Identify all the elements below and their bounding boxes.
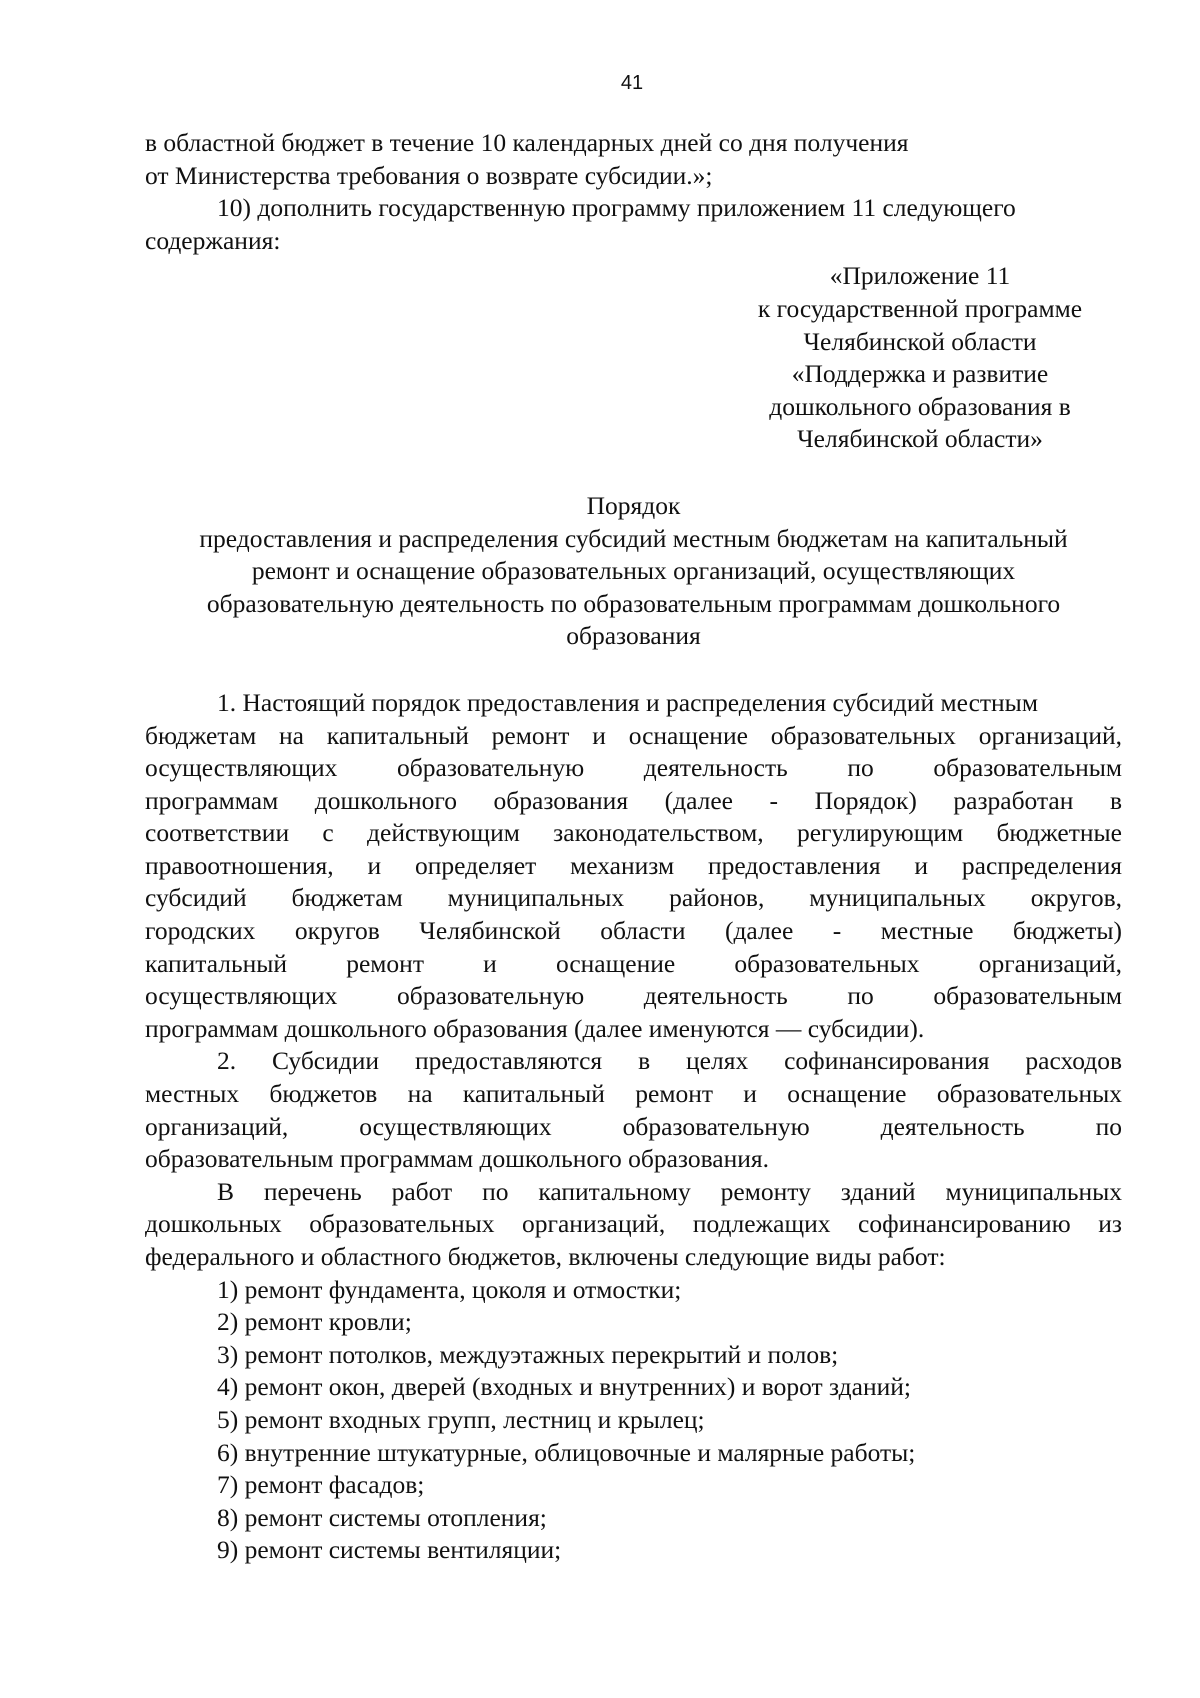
works-list xyxy=(145,1274,1122,1567)
text-line: 1. Настоящий порядок предоставления и распределения субсидий местным xyxy=(217,687,1038,717)
appendix-line: к государственной программе xyxy=(757,293,1083,323)
text-line: образовательным программам дошкольного образования. xyxy=(145,1144,769,1174)
intro-paragraph xyxy=(145,127,1122,192)
amendment-item-10 xyxy=(145,192,1122,257)
list-item: 9) ремонт системы вентиляции; xyxy=(217,1535,562,1565)
text-line: в областной бюджет в течение 10 календарных дней со дня получения xyxy=(145,128,909,157)
list-item: 6) внутренние штукатурные, облицовочные и малярные работы; xyxy=(217,1437,916,1467)
text-line: капитальный ремонт и оснащение образовательных организаций, xyxy=(145,948,1122,978)
appendix-line: «Поддержка и развитие xyxy=(791,359,1049,389)
text-line: осуществляющих образовательную деятельность по образовательным xyxy=(145,981,1122,1011)
text-line: 2. Субсидии предоставляются в целях софинансирования расходов xyxy=(217,1046,1122,1076)
text-line: от Министерства требования о возврате субсидии.»; xyxy=(145,160,713,190)
list-item: 3) ремонт потолков, междуэтажных перекрытий и полов; xyxy=(217,1339,839,1369)
text-line: организаций, осуществляющих образовательную деятельность по xyxy=(145,1111,1122,1141)
appendix-line: Челябинской области xyxy=(803,326,1037,356)
page-number: 41 xyxy=(620,72,644,94)
text-line: программам дошкольного образования (далее - Порядок) разработан в xyxy=(145,785,1122,815)
appendix-line: дошкольного образования в xyxy=(769,391,1071,421)
list-item: 7) ремонт фасадов; xyxy=(217,1470,425,1500)
text-line: соответствии с действующим законодательством, регулирующим бюджетные xyxy=(145,818,1122,848)
list-item: 2) ремонт кровли; xyxy=(217,1307,412,1337)
document-body xyxy=(145,127,1122,1567)
works-intro-paragraph xyxy=(145,1176,1122,1274)
list-item: 5) ремонт входных групп, лестниц и крылец; xyxy=(217,1404,705,1434)
procedure-title-block xyxy=(145,490,1122,653)
text-line: содержания: xyxy=(145,225,281,255)
procedure-title: Порядок xyxy=(586,490,681,520)
text-line: бюджетам на капитальный ремонт и оснащение образовательных организаций, xyxy=(145,720,1122,750)
procedure-subtitle-line: образовательную деятельность по образовательным программам дошкольного xyxy=(206,588,1061,618)
procedure-subtitle-line: предоставления и распределения субсидий местным бюджетам на капитальный xyxy=(199,523,1068,553)
appendix-header xyxy=(735,260,1105,456)
text-line: 10) дополнить государственную программу приложением 11 следующего xyxy=(217,193,1016,223)
procedure-subtitle-line: ремонт и оснащение образовательных организаций, осуществляющих xyxy=(251,556,1016,586)
text-line: федерального и областного бюджетов, включены следующие виды работ: xyxy=(145,1242,946,1271)
list-item: 8) ремонт системы отопления; xyxy=(217,1502,547,1532)
list-item: 4) ремонт окон, дверей (входных и внутренних) и ворот зданий; xyxy=(217,1372,911,1402)
text-line: субсидий бюджетам муниципальных районов, муниципальных округов, xyxy=(145,883,1122,913)
appendix-line: «Приложение 11 xyxy=(829,261,1011,291)
text-line: В перечень работ по капитальному ремонту зданий муниципальных xyxy=(217,1176,1122,1206)
section-1-paragraph xyxy=(145,687,1122,1046)
text-line: дошкольных образовательных организаций, подлежащих софинансированию из xyxy=(145,1209,1122,1239)
procedure-subtitle-line: образования xyxy=(566,621,701,651)
text-line: городских округов Челябинской области (далее - местные бюджеты) xyxy=(145,916,1122,946)
text-line: программам дошкольного образования (далее именуются — субсидии). xyxy=(145,1013,925,1043)
text-line: осуществляющих образовательную деятельность по образовательным xyxy=(145,753,1122,783)
section-2-paragraph xyxy=(145,1045,1122,1175)
text-line: правоотношения, и определяет механизм предоставления и распределения xyxy=(145,850,1122,880)
appendix-line: Челябинской области» xyxy=(797,424,1043,454)
list-item: 1) ремонт фундамента, цоколя и отмостки; xyxy=(217,1274,682,1304)
text-line: местных бюджетов на капитальный ремонт и оснащение образовательных xyxy=(145,1079,1122,1109)
